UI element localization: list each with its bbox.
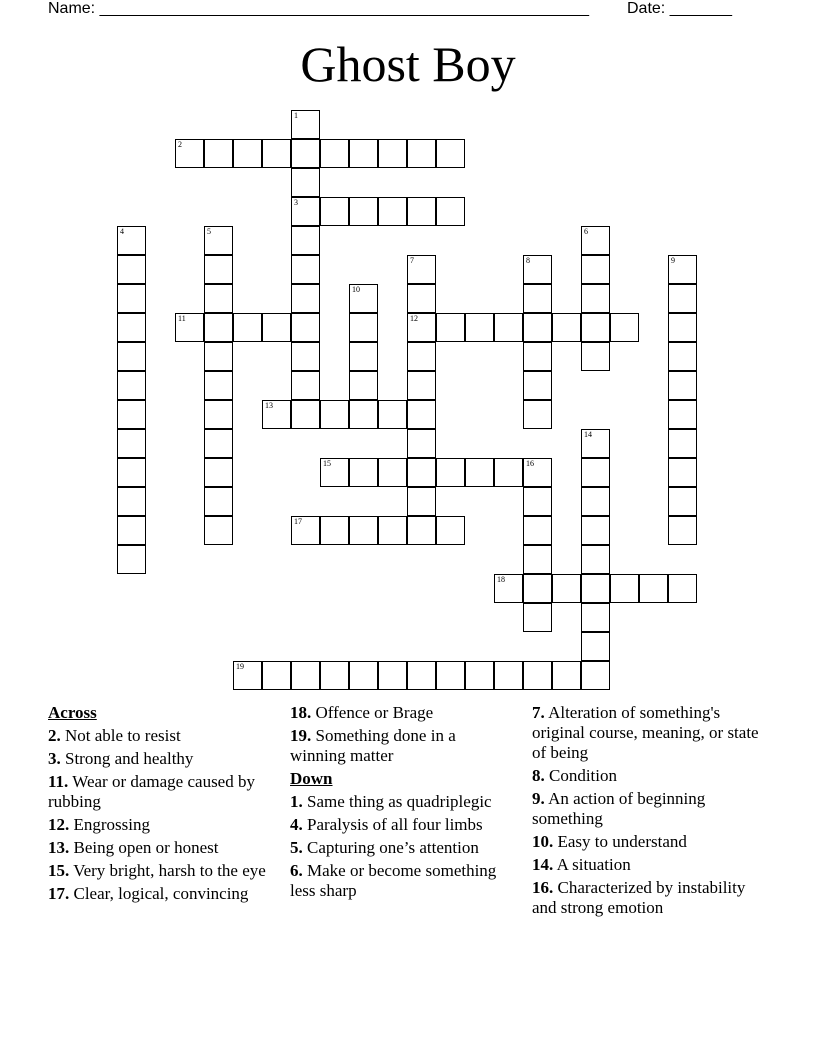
grid-cell[interactable] (668, 313, 697, 342)
grid-cell[interactable] (291, 313, 320, 342)
clue-across-2 (48, 726, 273, 746)
grid-cell[interactable] (349, 139, 378, 168)
cell-number: 9 (671, 256, 675, 265)
clue-text: Being open or honest (73, 838, 219, 857)
grid-cell[interactable] (378, 139, 407, 168)
grid-cell[interactable] (262, 400, 291, 429)
grid-cell[interactable] (320, 661, 349, 690)
cell-number: 12 (410, 314, 418, 323)
clue-text: Condition (549, 766, 618, 785)
grid-cell[interactable] (610, 574, 639, 603)
clue-text: Alteration of something's original course, meaning, or state of being (532, 703, 759, 762)
grid-cell[interactable] (349, 313, 378, 342)
grid-cell[interactable] (407, 516, 436, 545)
grid-cell[interactable] (117, 255, 146, 284)
clue-across-19 (290, 726, 515, 766)
grid-cell[interactable] (465, 661, 494, 690)
grid-cell[interactable] (291, 371, 320, 400)
clue-down-9 (532, 789, 772, 829)
clue-number: 2. (48, 726, 61, 745)
cell-number: 4 (120, 227, 124, 236)
grid-cell[interactable] (436, 197, 465, 226)
grid-cell[interactable] (291, 226, 320, 255)
clue-number: 17. (48, 884, 70, 903)
clue-across-17 (48, 884, 273, 904)
clue-text: Not able to resist (65, 726, 181, 745)
grid-cell[interactable] (668, 516, 697, 545)
grid-cell[interactable] (204, 255, 233, 284)
grid-cell[interactable] (552, 574, 581, 603)
clue-text: Paralysis of all four limbs (307, 815, 483, 834)
grid-cell[interactable] (494, 574, 523, 603)
grid-cell[interactable] (204, 487, 233, 516)
grid-cell[interactable] (523, 400, 552, 429)
grid-cell[interactable] (523, 487, 552, 516)
grid-cell[interactable] (523, 545, 552, 574)
clue-down-14 (532, 855, 772, 875)
cell-number: 7 (410, 256, 414, 265)
grid-cell[interactable] (581, 458, 610, 487)
grid-cell[interactable] (407, 371, 436, 400)
cell-number: 15 (323, 459, 331, 468)
grid-cell[interactable] (668, 284, 697, 313)
clue-down-4 (290, 815, 515, 835)
cell-number: 18 (497, 575, 505, 584)
clue-text: Capturing one’s attention (307, 838, 479, 857)
grid-cell[interactable] (436, 139, 465, 168)
grid-cell[interactable] (407, 255, 436, 284)
grid-cell[interactable] (494, 661, 523, 690)
clue-number: 9. (532, 789, 545, 808)
clue-number: 8. (532, 766, 545, 785)
clue-across-3 (48, 749, 273, 769)
grid-cell[interactable] (639, 574, 668, 603)
grid-cell[interactable] (407, 139, 436, 168)
grid-cell[interactable] (378, 516, 407, 545)
cell-number: 6 (584, 227, 588, 236)
clue-text: Make or become something less sharp (290, 861, 497, 900)
grid-cell[interactable] (378, 197, 407, 226)
grid-cell[interactable] (320, 139, 349, 168)
grid-cell[interactable] (581, 342, 610, 371)
grid-cell[interactable] (117, 429, 146, 458)
grid-cell[interactable] (523, 255, 552, 284)
clue-number: 1. (290, 792, 303, 811)
page-title: Ghost Boy (300, 36, 516, 92)
grid-cell[interactable] (117, 226, 146, 255)
grid-cell[interactable] (117, 545, 146, 574)
grid-cell[interactable] (436, 458, 465, 487)
grid-cell[interactable] (320, 458, 349, 487)
grid-cell[interactable] (523, 574, 552, 603)
grid-cell[interactable] (349, 400, 378, 429)
date-field[interactable]: Date: _______ (627, 0, 732, 17)
grid-cell[interactable] (117, 400, 146, 429)
grid-cell[interactable] (581, 255, 610, 284)
clue-text: Offence or Brage (315, 703, 434, 722)
grid-cell[interactable] (378, 661, 407, 690)
clue-text: Clear, logical, convincing (73, 884, 249, 903)
clue-number: 7. (532, 703, 545, 722)
cell-number: 11 (178, 314, 186, 323)
grid-cell[interactable] (407, 284, 436, 313)
grid-cell[interactable] (291, 284, 320, 313)
grid-cell[interactable] (320, 400, 349, 429)
clue-down-6 (290, 861, 515, 901)
grid-cell[interactable] (175, 139, 204, 168)
clue-down-8 (532, 766, 772, 786)
grid-cell[interactable] (117, 284, 146, 313)
grid-cell[interactable] (233, 313, 262, 342)
grid-cell[interactable] (117, 458, 146, 487)
cell-number: 3 (294, 198, 298, 207)
grid-cell[interactable] (378, 458, 407, 487)
grid-cell[interactable] (523, 516, 552, 545)
grid-cell[interactable] (204, 371, 233, 400)
cell-number: 16 (526, 459, 534, 468)
grid-cell[interactable] (262, 313, 291, 342)
grid-cell[interactable] (291, 516, 320, 545)
grid-cell[interactable] (117, 516, 146, 545)
grid-cell[interactable] (204, 226, 233, 255)
grid-cell[interactable] (204, 429, 233, 458)
grid-cell[interactable] (204, 400, 233, 429)
clue-number: 11. (48, 772, 69, 791)
grid-cell[interactable] (581, 226, 610, 255)
grid-cell[interactable] (581, 516, 610, 545)
cell-number: 2 (178, 140, 182, 149)
grid-cell[interactable] (291, 661, 320, 690)
grid-cell[interactable] (436, 313, 465, 342)
grid-cell[interactable] (465, 458, 494, 487)
grid-cell[interactable] (581, 487, 610, 516)
grid-cell[interactable] (349, 661, 378, 690)
grid-cell[interactable] (407, 487, 436, 516)
clue-text: Engrossing (73, 815, 150, 834)
clue-number: 3. (48, 749, 61, 768)
grid-cell[interactable] (552, 313, 581, 342)
grid-cell[interactable] (436, 661, 465, 690)
grid-cell[interactable] (175, 313, 204, 342)
grid-cell[interactable] (320, 197, 349, 226)
grid-cell[interactable] (581, 603, 610, 632)
grid-cell[interactable] (668, 255, 697, 284)
grid-cell[interactable] (407, 342, 436, 371)
clue-number: 4. (290, 815, 303, 834)
clue-number: 19. (290, 726, 312, 745)
grid-cell[interactable] (668, 574, 697, 603)
name-field[interactable]: Name: _______________________________________________________ (48, 0, 589, 17)
clue-text: An action of beginning something (532, 789, 706, 828)
grid-cell[interactable] (465, 313, 494, 342)
cell-number: 13 (265, 401, 273, 410)
clue-text: Something done in a winning matter (290, 726, 456, 765)
grid-cell[interactable] (291, 197, 320, 226)
grid-cell[interactable] (291, 400, 320, 429)
grid-cell[interactable] (233, 139, 262, 168)
clue-text: Strong and healthy (65, 749, 194, 768)
grid-cell[interactable] (581, 574, 610, 603)
grid-cell[interactable] (581, 661, 610, 690)
grid-cell[interactable] (668, 371, 697, 400)
clue-text: Characterized by instability and strong emotion (532, 878, 746, 917)
clues-column-2 (290, 703, 515, 904)
clue-number: 12. (48, 815, 70, 834)
grid-cell[interactable] (523, 284, 552, 313)
grid-cell[interactable] (262, 661, 291, 690)
grid-cell[interactable] (668, 400, 697, 429)
grid-cell[interactable] (581, 313, 610, 342)
grid-cell[interactable] (262, 139, 291, 168)
grid-cell[interactable] (204, 139, 233, 168)
clue-text: A situation (556, 855, 631, 874)
cell-number: 8 (526, 256, 530, 265)
grid-cell[interactable] (407, 313, 436, 342)
across-heading: Across (48, 703, 97, 722)
grid-cell[interactable] (320, 516, 349, 545)
clue-text: Very bright, harsh to the eye (73, 861, 266, 880)
grid-cell[interactable] (204, 342, 233, 371)
grid-cell[interactable] (349, 342, 378, 371)
grid-cell[interactable] (668, 342, 697, 371)
grid-cell[interactable] (117, 342, 146, 371)
clue-number: 5. (290, 838, 303, 857)
cell-number: 19 (236, 662, 244, 671)
grid-cell[interactable] (349, 516, 378, 545)
grid-cell[interactable] (581, 284, 610, 313)
clue-across-15 (48, 861, 273, 881)
grid-cell[interactable] (407, 400, 436, 429)
grid-cell[interactable] (204, 458, 233, 487)
grid-cell[interactable] (668, 487, 697, 516)
clue-number: 14. (532, 855, 554, 874)
grid-cell[interactable] (204, 516, 233, 545)
grid-cell[interactable] (349, 458, 378, 487)
clue-text: Easy to understand (557, 832, 687, 851)
down-heading: Down (290, 769, 333, 788)
grid-cell[interactable] (407, 197, 436, 226)
grid-cell[interactable] (117, 371, 146, 400)
clue-down-1 (290, 792, 515, 812)
clue-number: 13. (48, 838, 70, 857)
grid-cell[interactable] (494, 458, 523, 487)
grid-cell[interactable] (117, 487, 146, 516)
grid-cell[interactable] (581, 429, 610, 458)
clue-number: 15. (48, 861, 70, 880)
clue-across-13 (48, 838, 273, 858)
clue-number: 16. (532, 878, 554, 897)
grid-cell[interactable] (581, 632, 610, 661)
clues-column-1 (48, 703, 273, 907)
cell-number: 10 (352, 285, 360, 294)
grid-cell[interactable] (407, 429, 436, 458)
grid-cell[interactable] (117, 313, 146, 342)
grid-cell[interactable] (291, 255, 320, 284)
grid-cell[interactable] (523, 661, 552, 690)
grid-cell[interactable] (204, 313, 233, 342)
grid-cell[interactable] (349, 197, 378, 226)
grid-cell[interactable] (668, 458, 697, 487)
grid-cell[interactable] (407, 458, 436, 487)
clue-across-11 (48, 772, 273, 812)
grid-cell[interactable] (291, 168, 320, 197)
grid-cell[interactable] (523, 313, 552, 342)
grid-cell[interactable] (523, 371, 552, 400)
clue-text: Same thing as quadriplegic (307, 792, 492, 811)
clue-across-18 (290, 703, 515, 723)
clues-column-3 (532, 703, 772, 921)
grid-cell[interactable] (378, 400, 407, 429)
clue-number: 18. (290, 703, 312, 722)
grid-cell[interactable] (291, 110, 320, 139)
grid-cell[interactable] (291, 342, 320, 371)
grid-cell[interactable] (204, 284, 233, 313)
clue-down-7 (532, 703, 772, 763)
cell-number: 5 (207, 227, 211, 236)
grid-cell[interactable] (610, 313, 639, 342)
grid-cell[interactable] (523, 458, 552, 487)
cell-number: 14 (584, 430, 592, 439)
clue-number: 10. (532, 832, 554, 851)
clue-down-16 (532, 878, 772, 918)
grid-cell[interactable] (523, 342, 552, 371)
grid-cell[interactable] (291, 139, 320, 168)
grid-cell[interactable] (668, 429, 697, 458)
grid-cell[interactable] (523, 603, 552, 632)
grid-cell[interactable] (233, 661, 262, 690)
grid-cell[interactable] (349, 371, 378, 400)
grid-cell[interactable] (581, 545, 610, 574)
clue-number: 6. (290, 861, 303, 880)
clue-down-5 (290, 838, 515, 858)
grid-cell[interactable] (494, 313, 523, 342)
grid-cell[interactable] (407, 661, 436, 690)
grid-cell[interactable] (436, 516, 465, 545)
clue-down-10 (532, 832, 772, 852)
grid-cell[interactable] (552, 661, 581, 690)
cell-number: 17 (294, 517, 302, 526)
clue-across-12 (48, 815, 273, 835)
grid-cell[interactable] (349, 284, 378, 313)
cell-number: 1 (294, 111, 298, 120)
clue-text: Wear or damage caused by rubbing (48, 772, 255, 811)
